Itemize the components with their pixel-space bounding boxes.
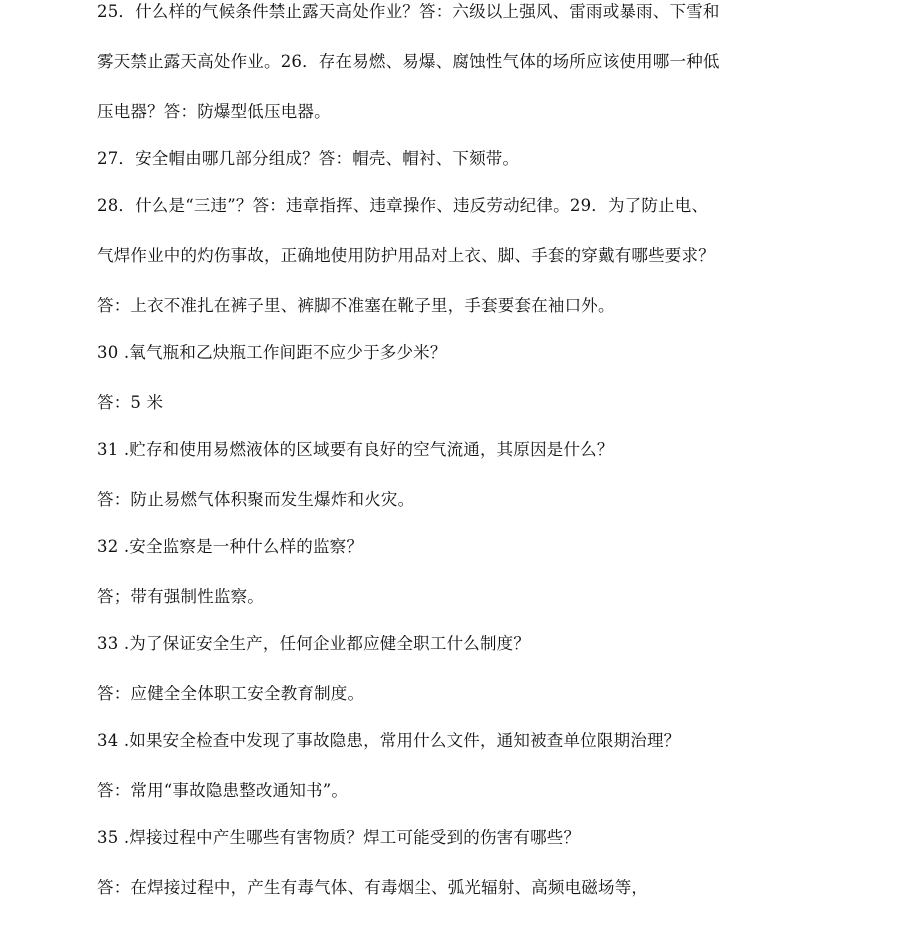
text-line-q33: 33 .为了保证安全生产，任何企业都应健全职工什么制度？ <box>97 634 531 653</box>
text-line-q26: 压电器？答：防爆型低压电器。 <box>97 102 331 121</box>
text-line-q25-b: 雾天禁止露天高处作业。26．存在易燃、易爆、腐蚀性气体的场所应该使用哪一种低 <box>97 52 720 71</box>
text-line-q25-a: 25．什么样的气候条件禁止露天高处作业？答：六级以上强风、雷雨或暴雨、下雪和 <box>97 2 720 21</box>
text-line-q34: 34 .如果安全检查中发现了事故隐患，常用什么文件，通知被查单位限期治理？ <box>97 731 681 750</box>
text-line-q35: 35 .焊接过程中产生哪些有害物质？焊工可能受到的伤害有哪些？ <box>97 828 581 847</box>
text-line-q30: 30 .氧气瓶和乙炔瓶工作间距不应少于多少米？ <box>97 343 447 362</box>
text-line-q29-b: 答：上衣不准扎在裤子里、裤脚不准塞在靴子里，手套要套在袖口外。 <box>97 296 615 315</box>
text-line-q32: 32 .安全监察是一种什么样的监察？ <box>97 537 364 556</box>
text-line-q31: 31 .贮存和使用易燃液体的区域要有良好的空气流通，其原因是什么？ <box>97 440 614 459</box>
text-line-a35: 答：在焊接过程中，产生有毒气体、有毒烟尘、弧光辐射、高频电磁场等， <box>97 878 649 897</box>
text-line-a34: 答：常用“事故隐患整改通知书”。 <box>97 781 349 800</box>
text-line-q29-a: 气焊作业中的灼伤事故，正确地使用防护用品对上衣、脚、手套的穿戴有哪些要求？ <box>97 246 715 265</box>
text-line-q28: 28．什么是“三违”？答：违章指挥、违章操作、违反劳动纪律。29．为了防止电、 <box>97 196 709 215</box>
text-line-a32: 答；带有强制性监察。 <box>97 587 264 606</box>
text-line-q27: 27．安全帽由哪几部分组成？答：帽壳、帽衬、下颏带。 <box>97 149 520 168</box>
text-line-a33: 答：应健全全体职工安全教育制度。 <box>97 684 365 703</box>
text-line-a30: 答：5 米 <box>97 393 164 412</box>
text-line-a31: 答：防止易燃气体积聚而发生爆炸和火灾。 <box>97 490 415 509</box>
